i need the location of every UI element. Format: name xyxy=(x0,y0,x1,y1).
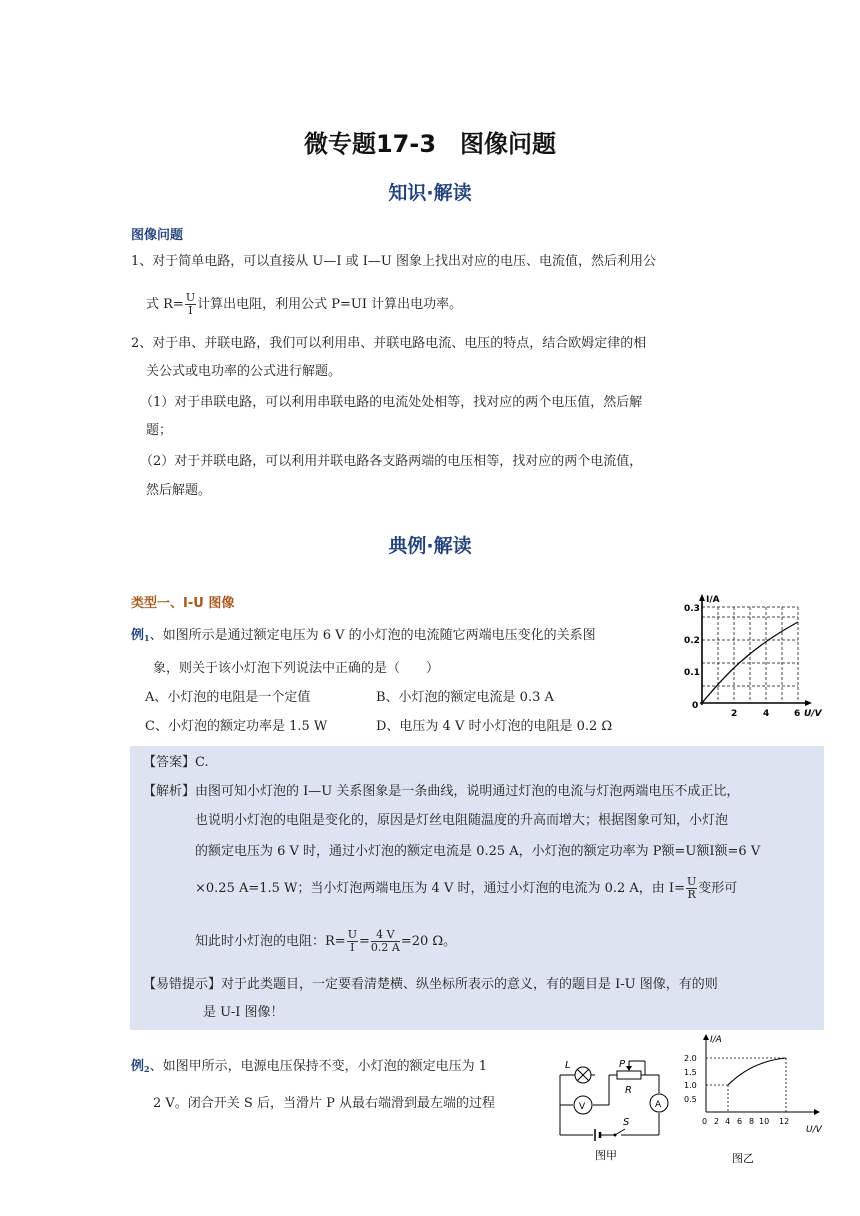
option-c: C、小灯泡的额定功率是 1.5 W xyxy=(145,719,328,734)
formula-fraction xyxy=(185,292,196,317)
knowledge-point-1-line2 xyxy=(146,292,462,317)
tip-text: 对于此类题目，一定要看清楚横、纵坐标所表示的意义，有的题目是 I-U 图像，有的则 xyxy=(221,977,718,992)
x-axis-arrow xyxy=(805,700,812,706)
knowledge-point-1-line1: 1、对于简单电路，可以直接从 U—I 或 I—U 图象上找出对应的电压、电流值，然后利用公 xyxy=(131,254,656,269)
y-axis-arrow xyxy=(699,594,705,601)
figure-a-caption: 图甲 xyxy=(595,1149,617,1162)
explanation-line2: 也说明小灯泡的电阻是变化的，原因是灯丝电阻随温度的升高而增大；根据图象可知，小灯泡 xyxy=(195,813,729,828)
explanation-text: 变形可 xyxy=(698,881,738,896)
x-axis-arrow xyxy=(814,1109,820,1115)
explanation-line4 xyxy=(195,876,737,901)
rheostat-icon xyxy=(617,1071,641,1079)
slider-arrow-icon xyxy=(626,1066,632,1071)
switch-label: S xyxy=(623,1117,630,1128)
example-label: 例 xyxy=(131,1059,145,1074)
y-tick-label: 2.0 xyxy=(684,1054,697,1063)
formula-suffix: 计算出电阻，利用公式 P=UI 计算出电功率。 xyxy=(197,297,463,312)
fraction-denominator: I xyxy=(350,941,355,954)
section-heading-knowledge: 知识·解读 xyxy=(388,182,472,204)
grid-lines xyxy=(702,607,798,703)
knowledge-sub1-line2: 题； xyxy=(146,423,173,438)
explanation-line3: 的额定电压为 6 V 时，通过小灯泡的额定电流是 0.25 A，小灯泡的额定功率为 P额=U额I额=6 V xyxy=(195,844,761,859)
x-tick-label: 0 xyxy=(702,1117,708,1126)
circuit-diagram xyxy=(555,1055,675,1165)
x-tick-label: 6 xyxy=(737,1117,743,1126)
type-heading: 类型一、I-U 图像 xyxy=(131,596,235,611)
option-d: D、电压为 4 V 时小灯泡的电阻是 0.2 Ω xyxy=(376,719,613,734)
lamp-label: L xyxy=(565,1060,571,1071)
formula-fraction xyxy=(347,929,358,954)
answer-line xyxy=(143,753,209,773)
example-text: 、如图甲所示，电源电压保持不变，小灯泡的额定电压为 1 xyxy=(149,1059,487,1074)
example-number: 1 xyxy=(144,633,150,643)
ammeter-label: A xyxy=(655,1100,662,1110)
origin-label: 0 xyxy=(692,701,699,711)
example-number: 2 xyxy=(144,1064,150,1074)
x-tick-label: 2 xyxy=(714,1117,720,1126)
tip-line2: 是 U-I 图像！ xyxy=(203,1005,284,1020)
tip-label: 【易错提示】 xyxy=(143,977,222,992)
formula-fraction xyxy=(686,876,697,901)
x-axis-label: U/V xyxy=(804,709,822,719)
explanation-line1 xyxy=(143,782,739,802)
explanation-label: 【解析】 xyxy=(143,784,196,799)
knowledge-point-2-line2: 关公式或电功率的公式进行解题。 xyxy=(146,364,342,379)
x-tick-label: 10 xyxy=(759,1117,770,1126)
y-tick-label: 0.2 xyxy=(684,636,700,646)
switch-icon xyxy=(615,1129,625,1135)
fraction-denominator: I xyxy=(188,304,193,317)
option-a: A、小灯泡的电阻是一个定值 xyxy=(145,690,311,705)
formula-fraction xyxy=(371,929,400,954)
knowledge-sub1-line1: （1）对于串联电路，可以利用串联电路的电流处处相等，找对应的两个电压值，然后解 xyxy=(140,395,643,410)
example1-line1 xyxy=(131,626,596,648)
fraction-numerator: U xyxy=(185,291,196,304)
fraction-denominator: R xyxy=(687,888,696,901)
x-tick-label: 12 xyxy=(779,1117,790,1126)
y-tick-label: 0.5 xyxy=(684,1095,697,1104)
fraction-denominator: 0.2 A xyxy=(370,941,400,954)
explanation-text: =20 Ω。 xyxy=(400,934,457,949)
y-axis-label: I/A xyxy=(706,595,720,605)
guide-lines xyxy=(706,1058,786,1112)
fraction-numerator: U xyxy=(686,875,697,888)
x-tick-label: 4 xyxy=(725,1117,731,1126)
explanation-text: 由图可知小灯泡的 I—U 关系图象是一条曲线，说明通过灯泡的电流与灯泡两端电压不成正比， xyxy=(195,784,740,799)
section-heading-examples: 典例·解读 xyxy=(388,535,472,557)
formula-prefix: 式 R= xyxy=(146,297,184,312)
equals-sign: = xyxy=(358,934,370,949)
knowledge-point-2-line1: 2、对于串、并联电路，我们可以利用串、并联电路电流、电压的特点，结合欧姆定律的相 xyxy=(131,336,647,351)
answer-value: C. xyxy=(195,755,209,770)
figure-b-caption: 图乙 xyxy=(732,1152,754,1165)
knowledge-sub2-line2: 然后解题。 xyxy=(146,483,212,498)
explanation-line5 xyxy=(195,929,456,954)
example1-line2: 象，则关于该小灯泡下列说法中正确的是（ ） xyxy=(153,661,440,676)
answer-label: 【答案】 xyxy=(143,755,196,770)
tip-line1 xyxy=(143,975,718,995)
y-tick-label: 1.5 xyxy=(684,1068,697,1077)
fraction-numerator: 4 V xyxy=(371,929,400,942)
y-tick-label: 1.0 xyxy=(684,1081,697,1090)
rheostat-label: R xyxy=(625,1085,632,1096)
example2-line2: 2 V。闭合开关 S 后，当滑片 P 从最右端滑到最左端的过程 xyxy=(153,1096,495,1111)
y-axis-label: I/A xyxy=(710,1035,722,1045)
x-tick-label: 8 xyxy=(749,1117,755,1126)
knowledge-heading: 图像问题 xyxy=(131,228,184,243)
y-axis-arrow xyxy=(703,1034,709,1040)
slider-label: P xyxy=(619,1059,626,1070)
explanation-text: ×0.25 A=1.5 W；当小灯泡两端电压为 4 V 时，通过小灯泡的电流为 0.2 A，由 I= xyxy=(195,881,685,896)
x-tick-label: 4 xyxy=(763,709,770,719)
iu-curve xyxy=(728,1058,786,1085)
x-tick-label: 2 xyxy=(731,709,738,719)
y-tick-label: 0.3 xyxy=(684,604,700,614)
example-label: 例 xyxy=(131,628,145,643)
explanation-text: 知此时小灯泡的电阻：R= xyxy=(195,934,346,949)
knowledge-sub2-line1: （2）对于并联电路，可以利用并联电路各支路两端的电压相等，找对应的两个电流值， xyxy=(140,454,643,469)
voltmeter-label: V xyxy=(579,1102,586,1112)
example1-iu-graph xyxy=(680,590,830,720)
example2-iu-graph xyxy=(680,1030,830,1166)
x-axis-label: U/V xyxy=(806,1125,822,1135)
option-b: B、小灯泡的额定电流是 0.3 A xyxy=(376,690,554,705)
example2-line1 xyxy=(131,1057,487,1079)
x-tick-label: 6 xyxy=(794,709,801,719)
y-tick-label: 0.1 xyxy=(684,668,700,678)
page-title: 微专题17-3 图像问题 xyxy=(303,130,557,158)
example-text: 、如图所示是通过额定电压为 6 V 的小灯泡的电流随它两端电压变化的关系图 xyxy=(149,628,596,643)
fraction-numerator: U xyxy=(347,928,357,941)
